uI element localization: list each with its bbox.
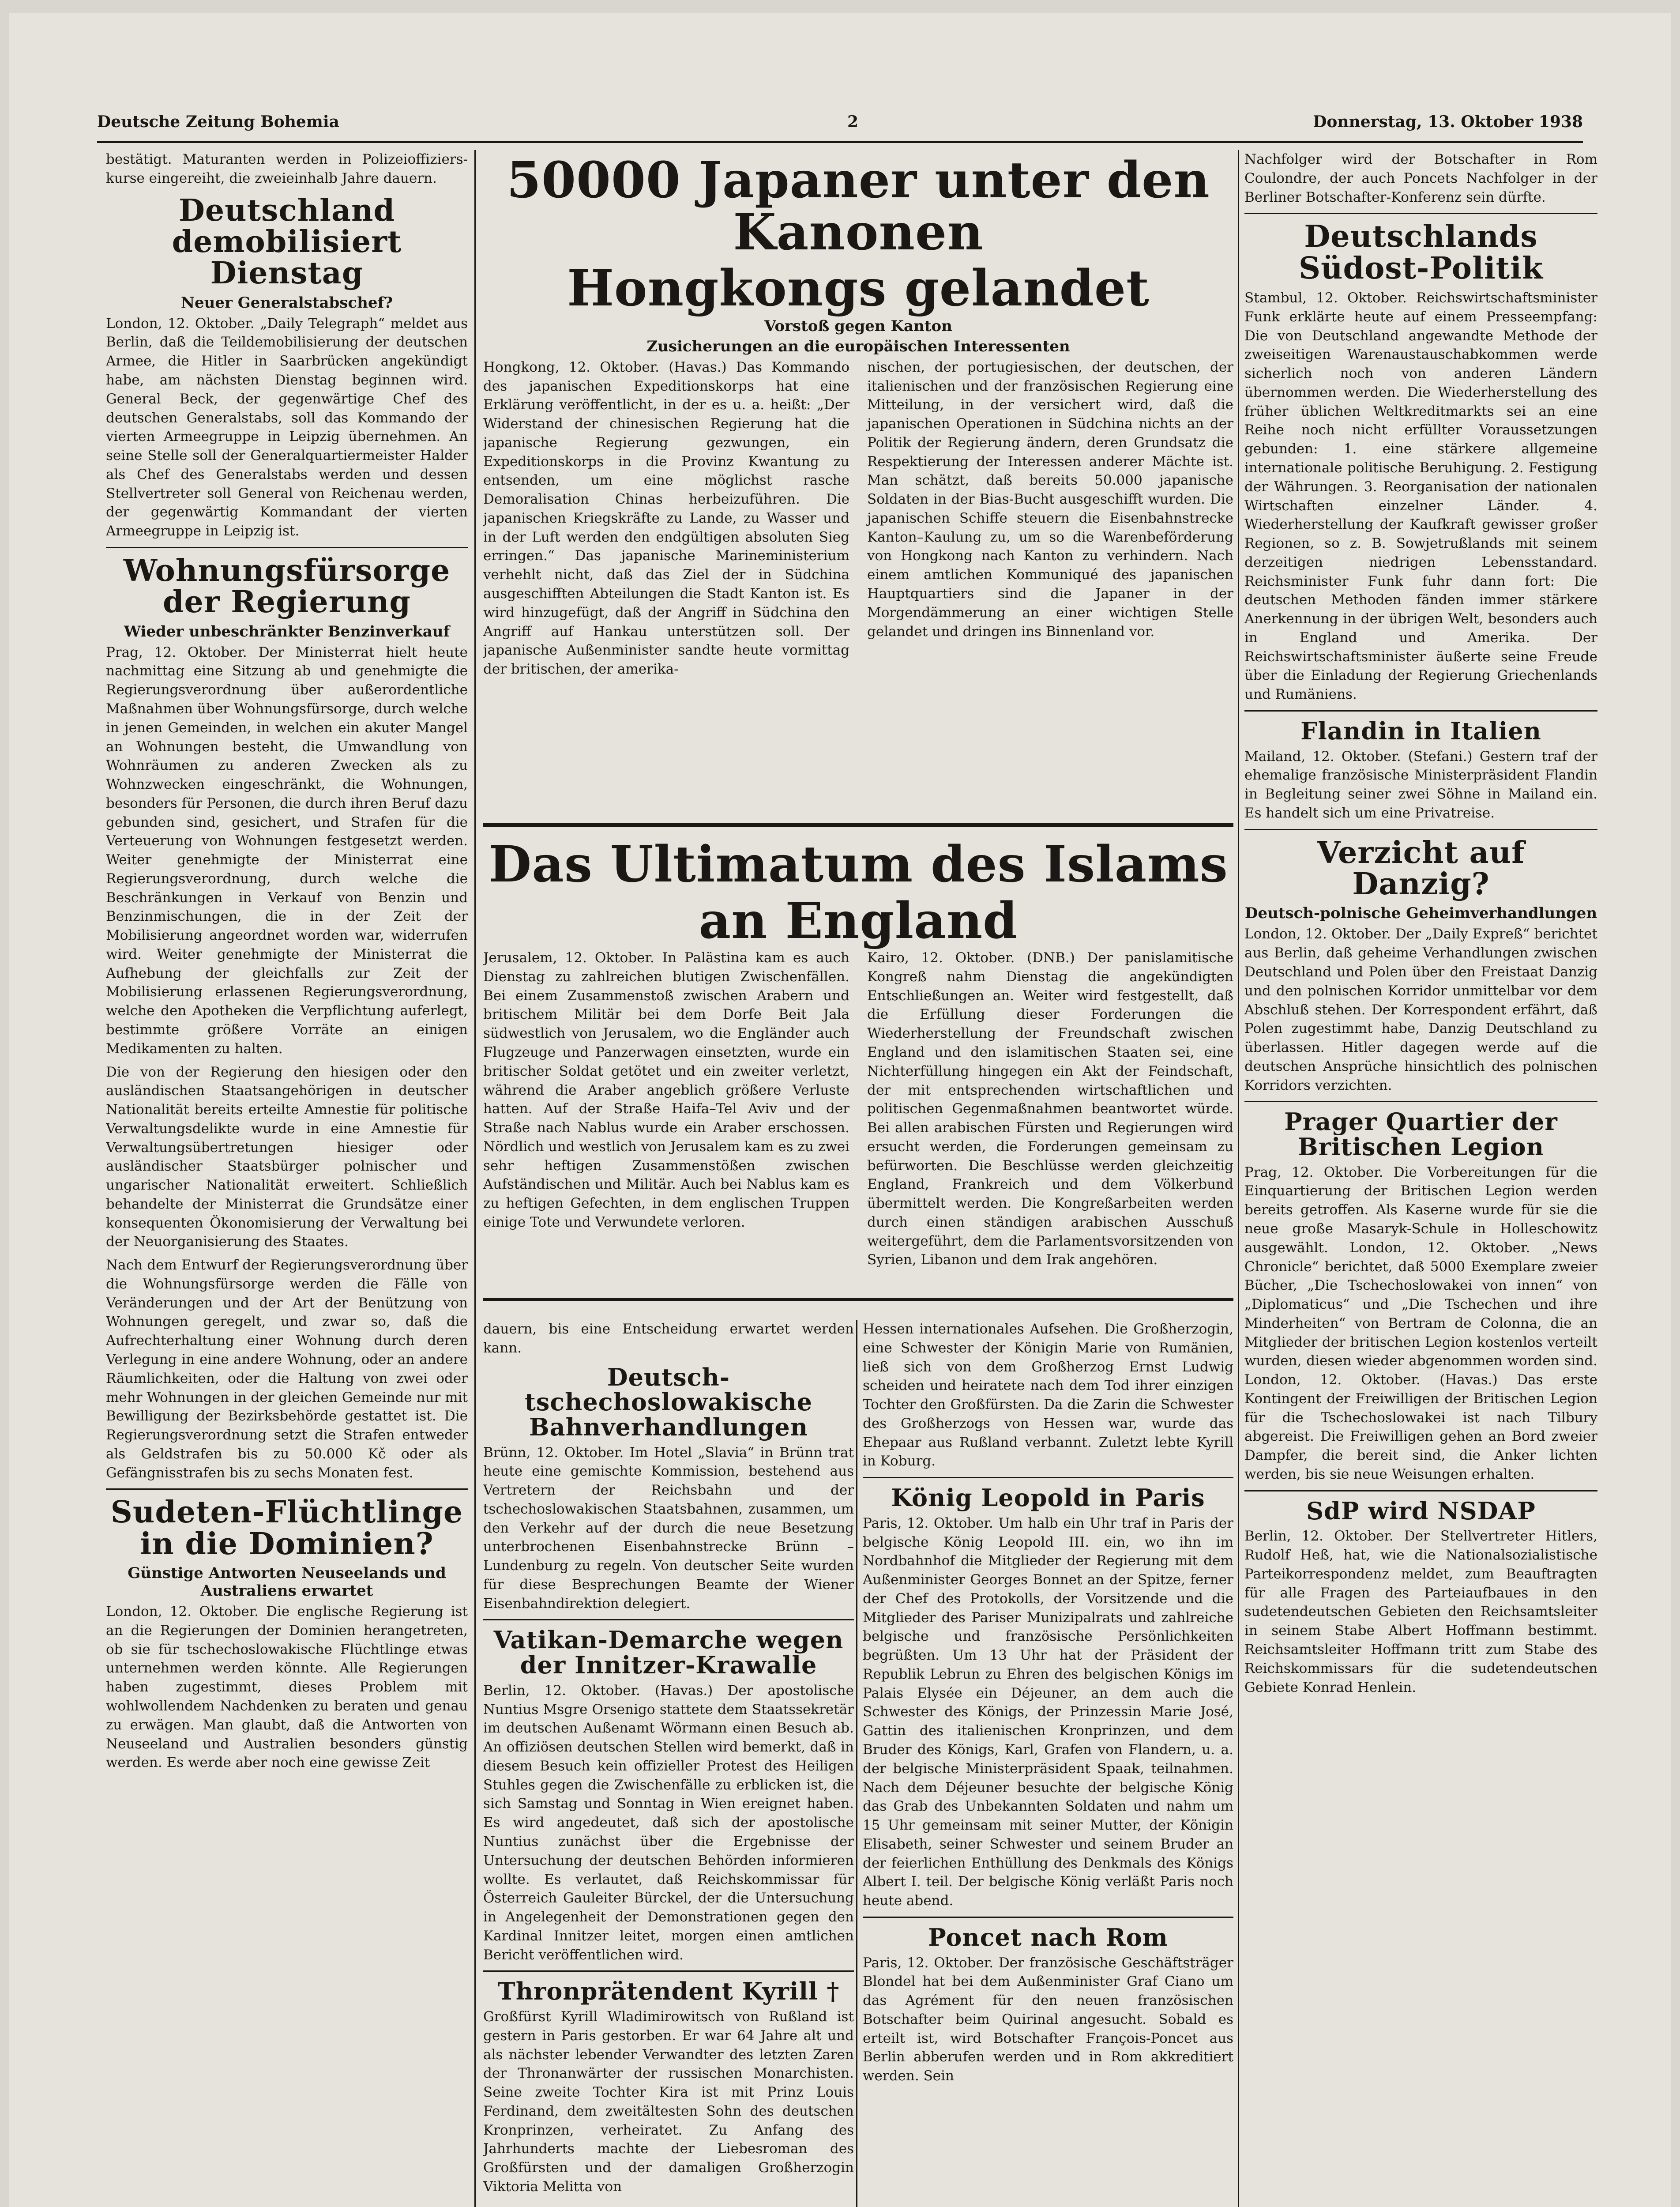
headline: Deutsch-tschechoslowakische Bahnverhandlungen xyxy=(524,1363,813,1441)
headline: Das Ultimatum des Islams xyxy=(489,836,1228,893)
article-columns xyxy=(483,358,1233,683)
headline: König Leopold in Paris xyxy=(891,1484,1205,1512)
article-text: Berlin, 12. Oktober. (Havas.) Der apostolische Nuntius Msgre Orsenigo stattete dem Staatssekretär im deutschen Außenamt Wörmann einen Besuch ab. An offiziösen deutschen Stellen wird bemerkt, daß in diesem Besuch kein offizieller Protest des Heiligen Stuhles gegen die Zwischenfälle zu erblicken ist, die sich Samstag und Sonntag in Wien ereignet haben. Es wird angedeutet, daß sich der apostolische Nuntius zunächst über die Ergebnisse der Untersuchung der deutschen Behörden informieren wollte. Es verlautet, daß Reichskommissar für Österreich Gauleiter Bürckel, der die Untersuchung in Angelegenheit der Demonstrationen gegen den Kardinal Innitzer leitet, morgen einen amtlichen Bericht veröffentlichen wird. xyxy=(483,1682,854,1963)
lead-headline: 50000 Japaner unter den Kanonen xyxy=(507,151,1210,261)
subheadline: Vorstoß gegen Kanton xyxy=(764,317,952,335)
article-text: Hessen internationales Aufsehen. Die Großherzogin, eine Schwester der Königin Marie von Rumänien, ließ sich von dem Großherzog Ernst Ludwig scheiden und heiratete nach dem Tod ihrer einzigen Tochter den Großfürsten. Da die Zarin die Schwester des Großherzogs von Hessen war, wurde das Ehepaar aus Rußland verbannt. Zuletzt lebte Kyrill in Koburg. xyxy=(863,1321,1233,1469)
divider xyxy=(863,1917,1233,1918)
article-text: bestätigt. Maturanten werden in Polizeioffiziers-kurse eingereiht, die zweieinhalb Jahre dauern. xyxy=(106,151,468,186)
page-number: 2 xyxy=(847,113,859,131)
divider xyxy=(1244,1101,1597,1102)
divider xyxy=(1244,710,1597,712)
headline: Flandin in Italien xyxy=(1300,716,1541,745)
article-text: Hongkong, 12. Oktober. (Havas.) Das Kommando des japanischen Expeditionskorps hat eine Erklärung veröffentlicht, in der es u. a. heißt: „Der Widerstand der chinesischen Regierung hat die japanische Regierung gezwungen, ein Expeditionskorps in die Provinz Kwantung zu entsenden, um eine möglichst rasche Demoralisation Chinas herbeizuführen. Die japanischen Kriegskräfte zu Lande, zu Wasser und in der Luft werden den endgültigen absoluten Sieg erringen.“ Das japanische Marineministerium verhehlt nicht, daß das Ziel der in Südchina ausgeschifften Abteilungen die Stadt Kanton ist. Es wird hinzugefügt, daß der Angriff in Südchina den Angriff auf Hankau unterstützen soll. Der japanische Außenminister sandte heute vormittag der britischen, der amerika- xyxy=(483,359,849,678)
left-column xyxy=(106,150,468,2207)
article-columns xyxy=(483,949,1233,1274)
newspaper-page xyxy=(9,13,1671,2207)
column-rule xyxy=(856,1320,857,2207)
header-rule xyxy=(97,141,1583,143)
article-text: Nach dem Entwurf der Regierungsverordnung über die Wohnungsfürsorge werden die Fälle von Veränderungen und der Art der Benützung von Wohnungen geregelt, und zwar so, daß die Aufrechterhaltung einer Wohnung durch deren Verlegung in eine andere Wohnung, oder an andere Räumlichkeiten, oder die Haltung von zwei oder mehr Wohnungen in der gleichen Gemeinde nur mit Bewilligung der Bezirksbehörde gestattet ist. Die Regierungsverordnung setzt die Strafen entweder als Geldstrafen bis zu 50.000 Kč oder als Gefängnisstrafen bis zu sechs Monaten fest. xyxy=(106,1257,468,1481)
divider xyxy=(863,1477,1233,1478)
divider xyxy=(106,1488,468,1490)
headline: Wohnungsfürsorge der Regierung xyxy=(123,553,451,620)
headline: Vatikan-Demarche wegen der Innitzer-Krawalle xyxy=(493,1626,844,1680)
article-text: Stambul, 12. Oktober. Reichswirtschaftsminister Funk erklärte heute auf einem Presseempfang: Die von Deutschland angewandte Methode der zweiseitigen Warenaustauschabkommen werde sicherlich noch von anderen Ländern übernommen werden. Die Wiederherstellung des früher üblichen Weltkreditmarkts sei an eine Reihe noch nicht erfüllter Voraussetzungen gebunden: 1. eine stärkere allgemeine internationale politische Beruhigung. 2. Festigung der Währungen. 3. Reorganisation der nationalen Wirtschaften einzelner Länder. 4. Wiederherstellung der Kaufkraft gewisser großer Regionen, so z. B. Sowjetrußlands mit seinem derzeitigen niedrigen Lebensstandard. Reichsminister Funk fuhr dann fort: Die deutschen Methoden fänden immer stärkere Anerkennung in der übrigen Welt, besonders auch in England und Amerika. Der Reichswirtschaftsminister äußerte seine Freude über die Einladung der Regierung Griechenlands und Rumäniens. xyxy=(1244,290,1597,703)
headline: SdP wird NSDAP xyxy=(1306,1496,1536,1525)
subheadline: Günstige Antworten Neuseelands und Australiens erwartet xyxy=(128,1564,446,1600)
divider xyxy=(1244,213,1597,214)
islam-article xyxy=(483,834,1233,1276)
headline: Poncet nach Rom xyxy=(928,1923,1168,1951)
lead-article xyxy=(483,150,1233,821)
subheadline: Zusicherungen an die europäischen Interessenten xyxy=(646,337,1070,355)
article-text: Paris, 12. Oktober. Um halb ein Uhr traf in Paris der belgische König Leopold III. ein, wo ihn im Nordbahnhof die Mitglieder der Regierung mit dem Außenminister Georges Bonnet an der Spitze, ferner der Chef des Protokolls, der Vorsitzende und die Mitglieder des Pariser Munizipalrats und zahlreiche belgische und französische Persönlichkeiten begrüßten. Um 13 Uhr hat der Präsident der Republik Lebrun zu Ehren des belgischen Königs im Palais Elysée ein Déjeuner, an dem auch die Schwester des Königs, der Prinzessin Marie José, Gattin des italienischen Kronprinzen, und dem Bruder des Königs, Karl, Grafen von Flandern, u. a. der belgische Ministerpräsident Spaak, teilnahmen. Nach dem Déjeuner besuchte der belgische König das Grab des Unbekannten Soldaten und nahm um 15 Uhr gemeinsam mit seiner Mutter, der Königin Elisabeth, seiner Schwester und seinem Bruder an der feierlichen Enthüllung des Denkmals des Königs Albert I. teil. Der belgische König verläßt Paris noch heute abend. xyxy=(863,1515,1233,1909)
subheadline: Neuer Generalstabschef? xyxy=(180,294,393,312)
article-text: Mailand, 12. Oktober. (Stefani.) Gestern traf der ehemalige französische Ministerpräsident Flandin in Begleitung seiner zwei Söhne in Mailand ein. Es handelt sich um eine Privatreise. xyxy=(1244,748,1597,821)
article-text: Berlin, 12. Oktober. Der Stellvertreter Hitlers, Rudolf Heß, hat, wie die Nationalsozialistische Parteikorrespondenz meldet, zum Beauftragten für alle Fragen des Parteiaufbaues in den sudetendeutschen Gebieten den Reichsamtsleiter in seinem Stabe Albert Hoffmann bestimmt. Reichsamtsleiter Hoffmann tritt zum Stabe des Reichskommissars für die sudetendeutschen Gebiete Konrad Henlein. xyxy=(1244,1528,1597,1695)
article-text: London, 12. Oktober. Der „Daily Expreß“ berichtet aus Berlin, daß geheime Verhandlungen zwischen Deutschland und Polen über den Freistaat Danzig und den polnischen Korridor unmittelbar vor dem Abschluß stehen. Der Korrespondent erfährt, daß Polen zugestimmt habe, Danzig Deutschland zu überlassen. Hitler dagegen werde auf die deutschen Ansprüche hinsichtlich des polnischen Korridors verzichten. xyxy=(1244,926,1597,1093)
headline: Prager Quartier der Britischen Legion xyxy=(1284,1107,1558,1161)
article-text: Jerusalem, 12. Oktober. In Palästina kam es auch Dienstag zu zahlreichen blutigen Zwischenfällen. Bei einem Zusammenstoß zwischen Arabern und britischem Militär bei dem Dorfe Beit Jala südwestlich von Jerusalem, wo die Engländer auch Flugzeuge und Panzerwagen einsetzten, wurde ein britischer Soldat getötet und ein zweiter verletzt, während die Araber angeblich größere Verluste hatten. Auf der Straße Haifa–Tel Aviv und der Straße nach Nablus wurde ein Araber erschossen. Nördlich und westlich von Jerusalem kam es zu zwei sehr heftigen Zusammenstößen zwischen Aufständischen und Militär. Auch bei Nablus kam es zu heftigen Gefechten, in dem englischen Truppen einige Tote und Verwundete verloren. xyxy=(483,950,849,1230)
issue-date: Donnerstag, 13. Oktober 1938 xyxy=(1313,113,1583,131)
article-text: London, 12. Oktober. „Daily Telegraph“ meldet aus Berlin, daß die Teildemobilisierung der deutschen Armee, die Hitler in Saarbrücken angekündigt habe, am nächsten Dienstag beginnen wird. General Beck, der gegenwärtige Chef des deutschen Generalstabs, soll das Kommando der vierten Armeegruppe in Leipzig übernehmen. An seine Stelle soll der Generalquartiermeister Halder als Chef des Generalstabs werden und dessen Stellvertreter soll General von Reichenau werden, der gegenwärtig Kommandant der vierten Armeegruppe in Leipzig ist. xyxy=(106,315,468,539)
column-rule xyxy=(474,150,476,2207)
masthead-line xyxy=(97,113,1583,139)
section-rule xyxy=(483,1298,1233,1301)
article-text: Prag, 12. Oktober. Die Vorbereitungen für die Einquartierung der Britischen Legion werden bereits getroffen. Als Kaserne wurde für sie die neue große Masaryk-Schule in Holleschowitz ausgewählt. London, 12. Oktober. „News Chronicle“ berichtet, daß 5000 Exemplare zweier Bücher, „Die Tschechoslowakei von innen“ von „Diplomaticus“ und „Die Tschechen und ihre Minderheiten“ von Bertram de Colonna, die an Mitglieder der britischen Legion kostenlos verteilt wurden, diesen wieder abgenommen worden sind. London, 12. Oktober. (Havas.) Das erste Kontingent der Freiwilligen der Britischen Legion für die Tschechoslowakei ist nach Tilbury abgereist. Die Freiwilligen gehen an Bord zweier Dampfer, die bereit sind, die Anker lichten werden, bis sie neue Weisungen erhalten. xyxy=(1244,1164,1597,1482)
right-column xyxy=(1244,150,1597,2207)
divider xyxy=(1244,829,1597,830)
article-text: Kairo, 12. Oktober. (DNB.) Der panislamitische Kongreß nahm Dienstag die angekündigten Entschließungen an. Weiter wird festgestellt, daß die Erfüllung dieser Forderungen die Wiederherstellung der Freundschaft zwischen England und den islamitischen Staaten sei, eine Nichterfüllung hingegen ein Akt der Feindschaft, der mit entsprechenden wirtschaftlichen und politischen Gegenmaßnahmen beantwortet würde. Bei allen arabischen Fürsten und Regierungen wird ersucht werden, die Forderungen gemeinsam zu befürworten. Die Beschlüsse werden gleichzeitig England, Frankreich und dem Völkerbund übermittelt werden. Die Kongreßarbeiten werden durch einen ständigen arabischen Ausschuß weitergeführt, dem die Parlamentsvorsitzenden von Syrien, Libanon und dem Irak angehören. xyxy=(867,950,1233,1268)
article-text: Paris, 12. Oktober. Der französische Geschäftsträger Blondel hat bei dem Außenminister Graf Ciano um das Agrément für den neuen französischen Botschafter beim Quirinal angesucht. Sobald es erteilt ist, wird Botschafter François-Poncet aus Berlin abberufen werden und in Rom akkreditiert werden. Sein xyxy=(863,1955,1233,2084)
subheadline: Deutsch-polnische Geheimverhandlungen xyxy=(1244,904,1597,923)
headline-2: an England xyxy=(699,892,1018,950)
article-text: dauern, bis eine Entscheidung erwartet werden kann. xyxy=(483,1321,854,1356)
lead-headline-2: Hongkongs gelandet xyxy=(567,260,1150,318)
divider xyxy=(483,1619,854,1620)
column-rule xyxy=(1238,150,1239,2207)
subheadline: Wieder unbeschränkter Benzinverkauf xyxy=(124,622,450,640)
divider xyxy=(106,547,468,548)
article-text: Großfürst Kyrill Wladimirowitsch von Rußland ist gestern in Paris gestorben. Er war 64 Jahre alt und als nächster lebender Verwandter des letzten Zaren der Thronanwärter der russischen Monarchisten. Seine zweite Tochter Kira ist mit Prinz Louis Ferdinand, dem zweitältesten Sohn des deutschen Kronprinzen, verheiratet. Zu Anfang des Jahrhunderts machte der Liebesroman des Großfürsten und der damaligen Großherzogin Viktoria Melitta von xyxy=(483,2009,854,2195)
article-text: Prag, 12. Oktober. Der Ministerrat hielt heute nachmittag eine Sitzung ab und genehmigte die Regierungsverordnung über außerordentliche Maßnahmen über Wohnungsfürsorge, durch welche in jenen Gemeinden, in welchen ein akuter Mangel an Wohnungen besteht, die Umwandlung von Wohnräumen zu anderen Zwecken als zu Wohnzwecken eingeschränkt, die Wohnungen, besonders für Personen, die durch ihren Beruf dazu gebunden sind, gesichert, und Strafen für die Verteuerung von Wohnungen festgesetzt werden. Weiter genehmigte der Ministerrat eine Regierungsverordnung, durch welche die Beschränkungen in Verkauf von Benzin und Benzinmischungen, die in der Zeit der Mobilisierung angeordnet worden war, widerrufen wird. Weiter genehmigte der Ministerrat die Aufhebung der gleichfalls zur Zeit der Mobilisierung erlassenen Regierungsverordnung, welche den Apotheken die Verpflichtung auferlegt, bestimmte größere Vorräte an einigen Medikamenten zu halten. xyxy=(106,644,468,1057)
headline: Deutschlands Südost-Politik xyxy=(1298,219,1544,286)
headline: Sudeten-Flüchtlinge in die Dominien? xyxy=(110,1495,463,1562)
article-text: Brünn, 12. Oktober. Im Hotel „Slavia“ in Brünn trat heute eine gemischte Kommission, bestehend aus Vertretern der Reichsbahn und der tschechoslowakischen Staatsbahnen, zusammen, um den Verkehr auf der durch die neue Besetzung unterbrochenen Eisenbahnstrecke Brünn – Lundenburg zu regeln. Von deutscher Seite wurden für diese Besprechungen Beamte der Wiener Eisenbahndirektion delegiert. xyxy=(483,1444,854,1612)
article-text: nischen, der portugiesischen, der deutschen, der italienischen und der französischen Regierung eine Mitteilung, in der versichert wird, daß die japanischen Operationen in Südchina nichts an der Politik der Regierung ändern, deren Grundsatz die Respektierung der Interessen anderer Mächte ist. Man schätzt, daß bereits 50.000 japanische Soldaten in der Bias-Bucht ausgeschifft wurden. Die japanischen Schiffe steuern die Eisenbahnstrecke Kanton–Kaulung zu, um so die Warenbeförderung von Hongkong nach Kanton zu verhindern. Nach einem amtlichen Kommuniqué des japanischen Hauptquartiers sind die Japaner in der Morgendämmerung an einer wichtigen Stelle gelandet und dringen ins Binnenland vor. xyxy=(867,359,1233,640)
divider xyxy=(1244,1490,1597,1491)
article-text: London, 12. Oktober. Die englische Regierung ist an die Regierungen der Dominien herangetreten, ob sie für tschechoslowakische Flüchtlinge etwas unternehmen werden könnte. Alle Regierungen haben zugestimmt, dieses Problem mit wohlwollendem Nachdenken zu beraten und genau zu erwägen. Man glaubt, daß die Antworten von Neuseeland und Australien besonders günstig werden. Es werde aber noch eine gewisse Zeit xyxy=(106,1604,468,1771)
headline: Deutschland demobilisiert Dienstag xyxy=(172,192,402,291)
article-text: Nachfolger wird der Botschafter in Rom Coulondre, der auch Poncets Nachfolger in der Berliner Botschafter-Konferenz sein dürfte. xyxy=(1244,151,1597,205)
center-lower-left xyxy=(483,1320,854,2207)
section-rule xyxy=(483,823,1233,827)
article-text: Die von der Regierung den hiesigen oder den ausländischen Staatsangehörigen in deutscher Nationalität bereits erteilte Amnestie für politische Verwaltungsdelikte wurde in eine Amnestie für Verwaltungsübertretungen hiesiger oder ausländischer Staatsbürger polnischer und ungarischer Nationalität erweitert. Schließlich behandelte der Ministerrat die Grundsätze einer konsequenten Ökonomisierung der Verwaltung bei der Neuorganisierung des Staates. xyxy=(106,1064,468,1250)
headline: Thronprätendent Kyrill † xyxy=(497,1977,840,2006)
divider xyxy=(483,1970,854,1972)
paper-name: Deutsche Zeitung Bohemia xyxy=(97,113,339,131)
center-lower-right xyxy=(863,1320,1233,2207)
headline: Verzicht auf Danzig? xyxy=(1317,835,1525,902)
